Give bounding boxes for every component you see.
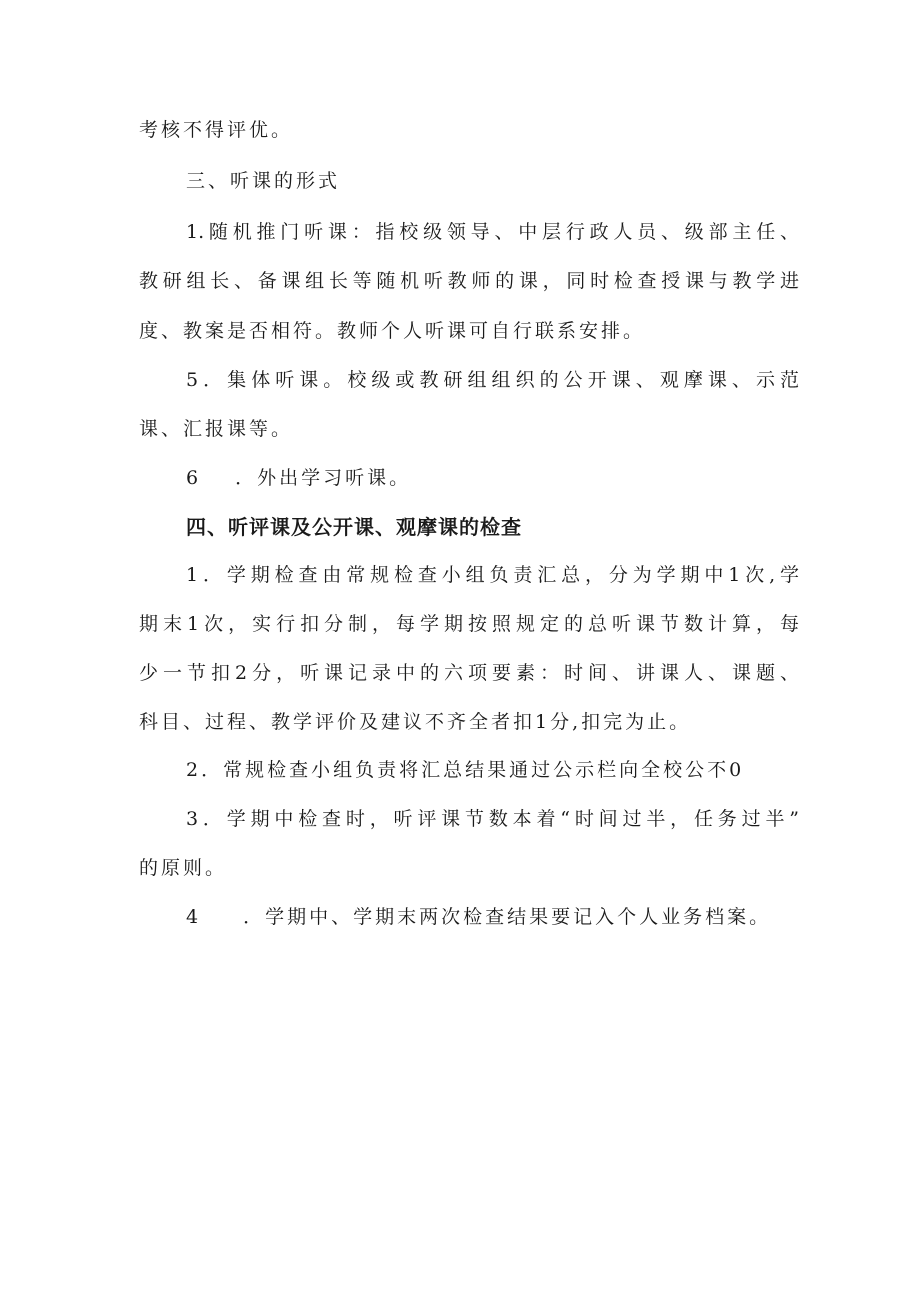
- text-line-11: 期末1次，实行扣分制，每学期按照规定的总听课节数计算，每: [139, 613, 799, 635]
- section-heading-3: 三、听课的形式: [186, 170, 341, 192]
- text-line-14: 2．常规检查小组负责将汇总结果通过公示栏向全校公不0: [186, 759, 745, 781]
- text-line-12: 少一节扣2分，听课记录中的六项要素：时间、讲课人、课题、: [139, 662, 799, 684]
- text-line-6: 5．集体听课。校级或教研组组织的公开课、观摩课、示范: [186, 369, 799, 391]
- text-line-13: 科目、过程、教学评价及建议不齐全者扣1分,扣完为止。: [139, 711, 692, 733]
- text-line-7: 课、汇报课等。: [139, 418, 294, 440]
- text-line-4: 教研组长、备课组长等随机听教师的课，同时检查授课与教学进: [139, 270, 799, 292]
- item-text-6: ．外出学习听课。: [235, 467, 412, 489]
- item-number-4: 4: [186, 906, 202, 928]
- item-number-6: 6: [186, 467, 202, 489]
- section-heading-4: 四、听评课及公开课、观摩课的检查: [186, 515, 522, 539]
- text-line-17: [186, 904, 799, 930]
- text-line-1: 考核不得评优。: [139, 119, 294, 141]
- text-line-8: [186, 465, 799, 491]
- item-text-4: ．学期中、学期末两次检查结果要记入个人业务档案。: [243, 906, 772, 928]
- text-line-5: 度、教案是否相符。教师个人听课可自行联系安排。: [139, 320, 646, 342]
- text-line-15: 3．学期中检查时，听评课节数本着“时间过半，任务过半”: [186, 808, 799, 830]
- text-line-16: 的原则。: [139, 857, 228, 879]
- text-line-3: 1.随机推门听课：指校级领导、中层行政人员、级部主任、: [186, 221, 799, 243]
- text-line-10: 1．学期检查由常规检查小组负责汇总，分为学期中1次,学: [186, 564, 799, 586]
